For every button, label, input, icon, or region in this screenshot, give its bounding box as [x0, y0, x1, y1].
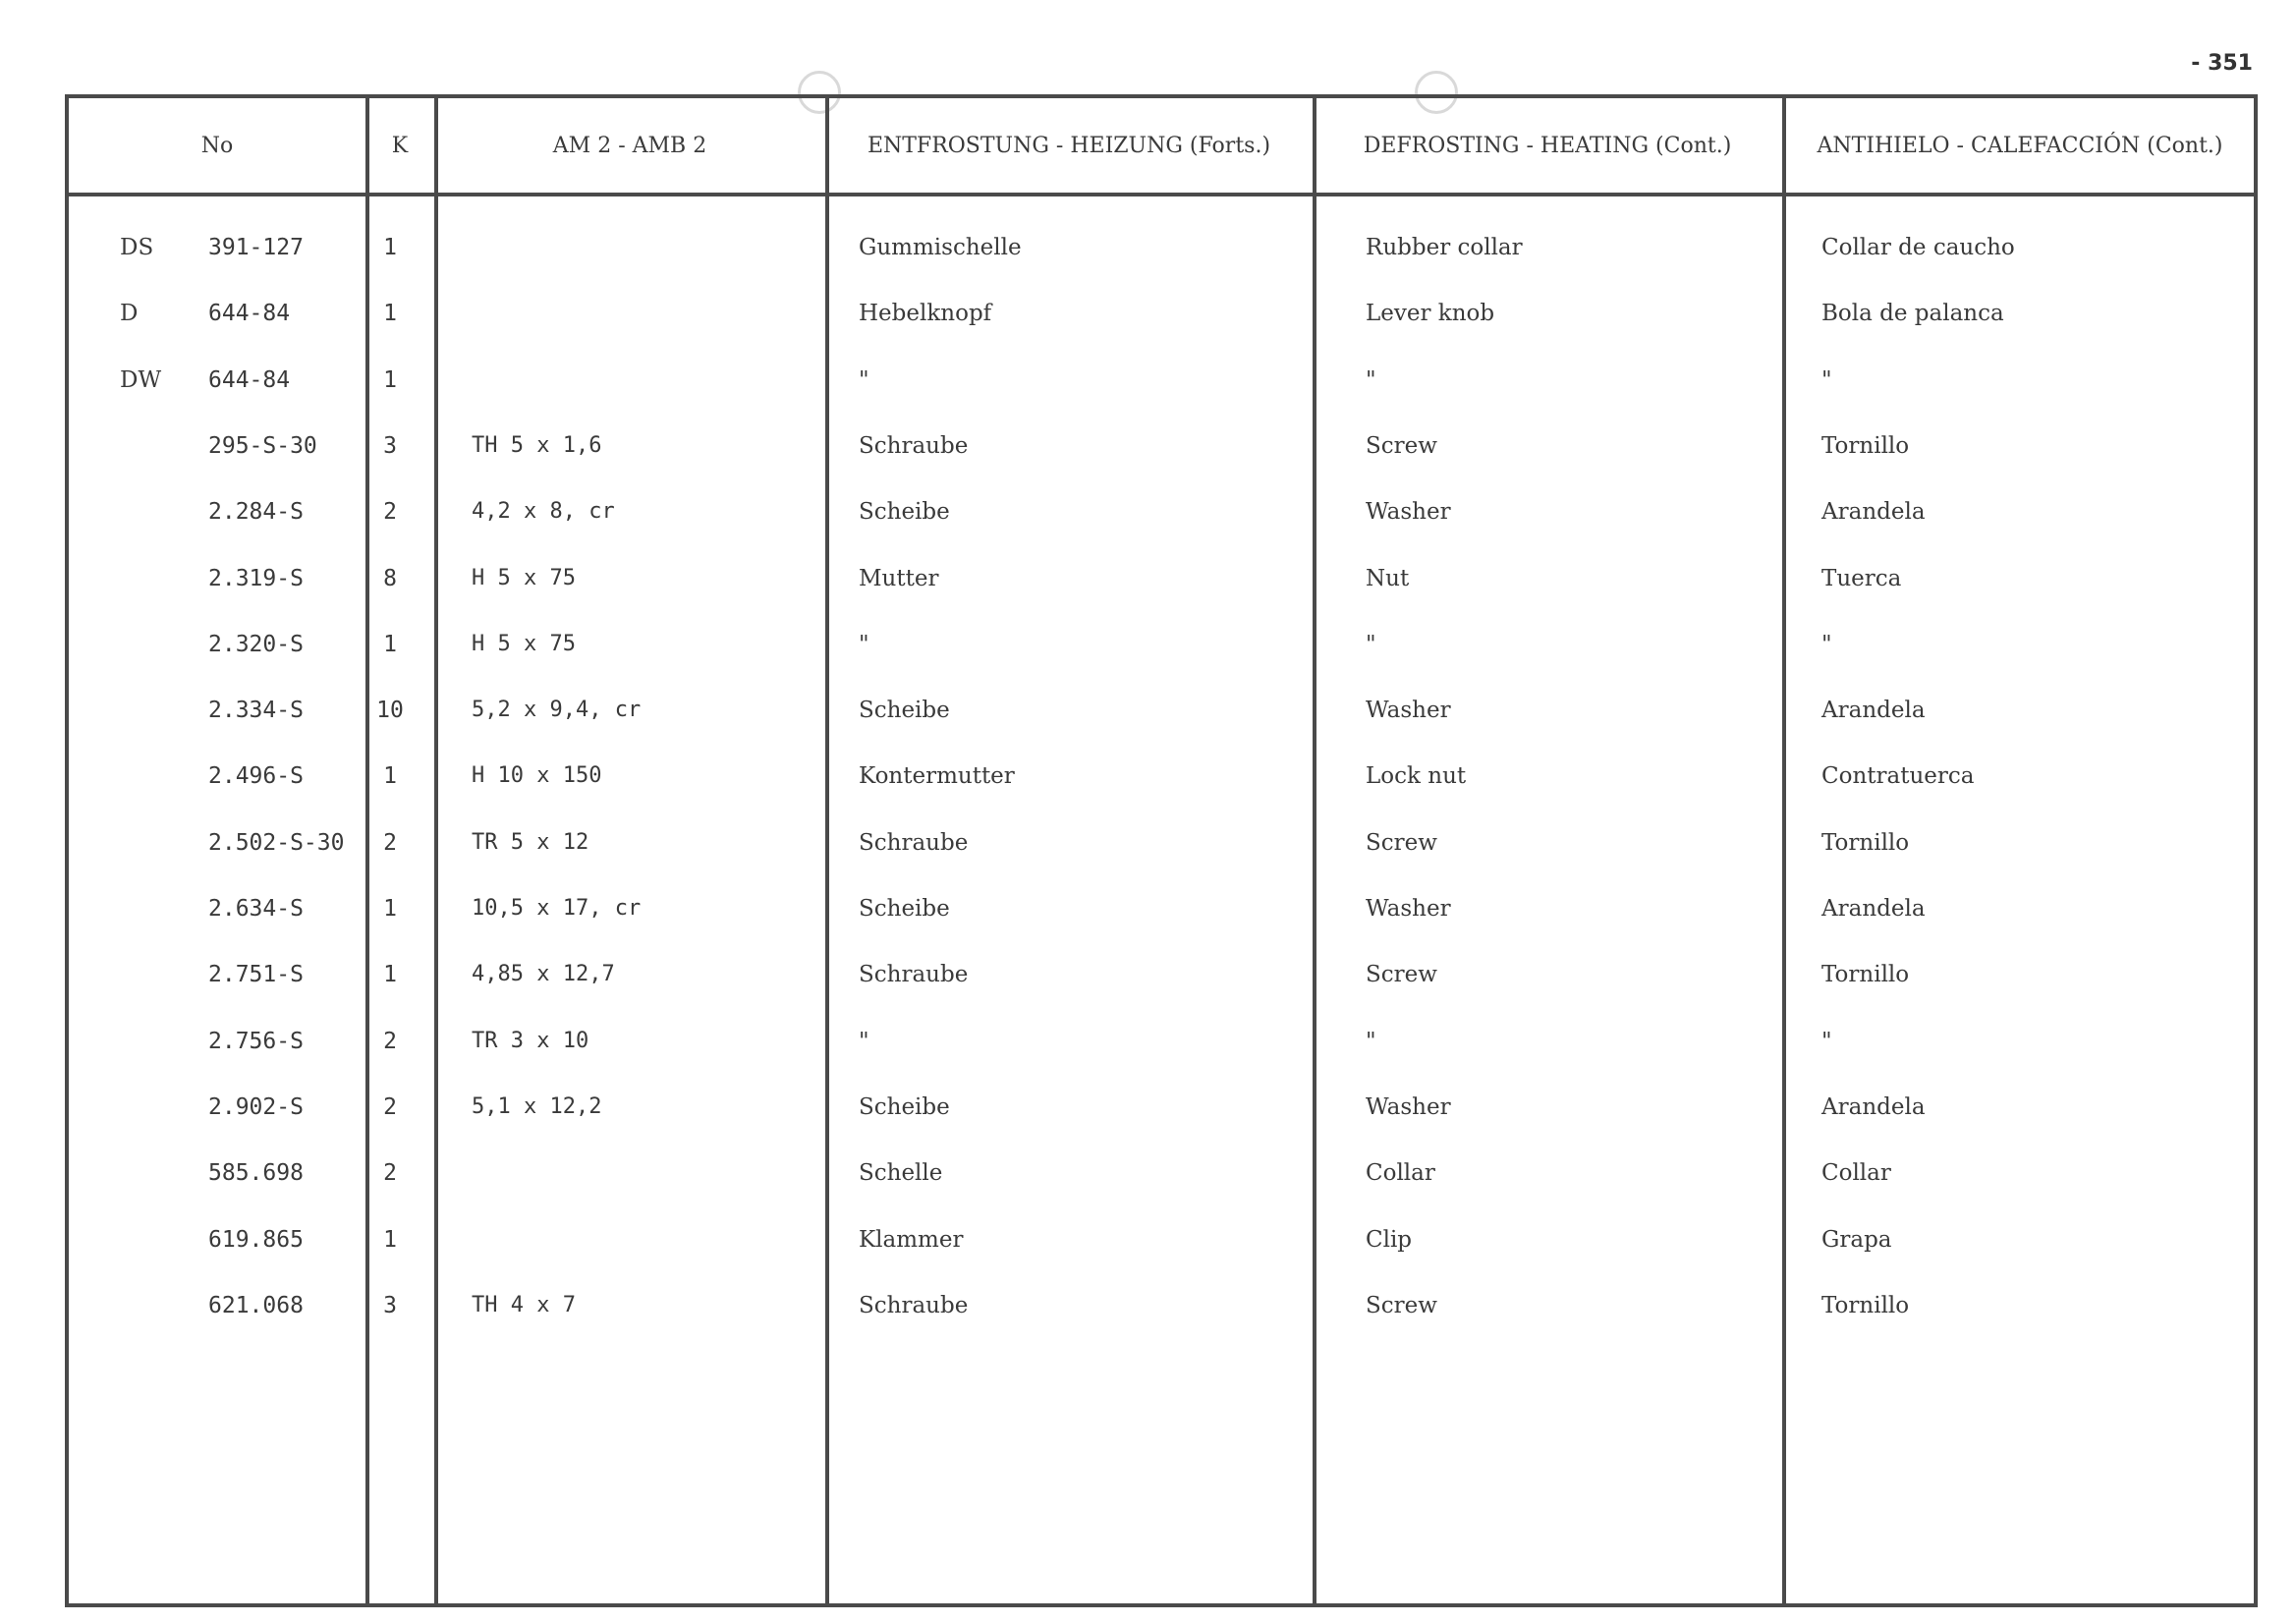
german-description: Schraube [859, 829, 969, 856]
english-description: Washer [1366, 698, 1451, 724]
english-description: Clip [1366, 1226, 1413, 1253]
english-description: Lever knob [1366, 301, 1495, 327]
english-description: Washer [1366, 896, 1451, 922]
header-no: No [200, 133, 234, 158]
quantity: 3 [383, 1292, 397, 1318]
part-number: 2.496-S [208, 763, 304, 790]
quantity: 1 [383, 235, 397, 260]
english-description: Lock nut [1366, 763, 1467, 790]
quantity: 10 [376, 698, 404, 724]
quantity: 1 [383, 631, 397, 657]
specification: TH 5 x 1,6 [472, 432, 602, 458]
spanish-description: Bola de palanca [1821, 301, 2004, 327]
spanish-description: Tornillo [1821, 829, 1910, 856]
english-description: Washer [1366, 1093, 1451, 1120]
part-number: 2.902-S [208, 1093, 304, 1120]
english-description: Screw [1366, 1292, 1437, 1318]
spanish-description: Tornillo [1821, 962, 1910, 988]
spanish-description: Grapa [1821, 1226, 1892, 1253]
german-description: Scheibe [859, 698, 950, 724]
quantity: 2 [383, 829, 397, 856]
part-number: 644-84 [208, 301, 291, 327]
row-prefix: D [120, 301, 139, 327]
german-description: Schraube [859, 432, 969, 459]
part-number: 2.756-S [208, 1028, 304, 1054]
spanish-description: Arandela [1821, 499, 1926, 526]
spanish-description: " [1821, 631, 1832, 657]
quantity: 1 [383, 1226, 397, 1253]
specification: 4,85 x 12,7 [472, 962, 615, 987]
part-number: 391-127 [208, 235, 304, 260]
spanish-description: Tornillo [1821, 1292, 1910, 1318]
table-row [69, 756, 2254, 796]
table-row [69, 691, 2254, 730]
part-number: 619.865 [208, 1226, 304, 1253]
specification: TR 5 x 12 [472, 829, 589, 855]
spanish-description: Arandela [1821, 896, 1926, 922]
table-row [69, 889, 2254, 928]
part-number: 2.320-S [208, 631, 304, 657]
header-k: K [391, 133, 409, 158]
table-row [69, 361, 2254, 400]
table-row [69, 1220, 2254, 1260]
part-number: 2.319-S [208, 565, 304, 591]
row-prefix: DW [120, 366, 162, 393]
header-spanish: ANTIHIELO - CALEFACCIÓN (Cont.) [1817, 133, 2223, 158]
quantity: 1 [383, 896, 397, 922]
quantity: 8 [383, 565, 397, 591]
german-description: Schelle [859, 1160, 943, 1187]
table-row [69, 559, 2254, 598]
german-description: " [859, 1028, 869, 1054]
english-description: Screw [1366, 962, 1437, 988]
german-description: Gummischelle [859, 235, 1022, 260]
table-header [69, 98, 2254, 196]
table-row [69, 1022, 2254, 1061]
german-description: Schraube [859, 1292, 969, 1318]
table-row [69, 294, 2254, 333]
specification: 5,1 x 12,2 [472, 1093, 602, 1119]
table-row [69, 625, 2254, 664]
part-number: 2.334-S [208, 698, 304, 724]
quantity: 1 [383, 366, 397, 393]
table-row [69, 492, 2254, 532]
german-description: Scheibe [859, 499, 950, 526]
specification: H 5 x 75 [472, 565, 576, 590]
german-description: " [859, 631, 869, 657]
spanish-description: Collar [1821, 1160, 1891, 1187]
table-row [69, 228, 2254, 267]
part-number: 2.284-S [208, 499, 304, 526]
part-number: 585.698 [208, 1160, 304, 1187]
spanish-description: " [1821, 366, 1832, 393]
row-prefix: DS [120, 235, 154, 260]
specification: H 10 x 150 [472, 763, 602, 789]
english-description: Rubber collar [1366, 235, 1523, 260]
table-row [69, 1286, 2254, 1325]
german-description: Klammer [859, 1226, 964, 1253]
part-number: 644-84 [208, 366, 291, 393]
quantity: 2 [383, 1028, 397, 1054]
quantity: 2 [383, 499, 397, 526]
spanish-description: Collar de caucho [1821, 235, 2015, 260]
quantity: 1 [383, 763, 397, 790]
english-description: Nut [1366, 565, 1410, 591]
spanish-description: Contratuerca [1821, 763, 1975, 790]
english-description: Collar [1366, 1160, 1435, 1187]
quantity: 3 [383, 432, 397, 459]
specification: 4,2 x 8, cr [472, 499, 615, 525]
table-row [69, 1088, 2254, 1127]
table-row [69, 426, 2254, 466]
specification: 5,2 x 9,4, cr [472, 698, 642, 723]
page-number: - 351 [2191, 51, 2253, 76]
specification: TR 3 x 10 [472, 1028, 589, 1053]
german-description: Mutter [859, 565, 939, 591]
quantity: 2 [383, 1093, 397, 1120]
english-description: Washer [1366, 499, 1451, 526]
part-number: 2.502-S-30 [208, 829, 345, 856]
specification: 10,5 x 17, cr [472, 896, 642, 921]
table-row [69, 1153, 2254, 1193]
table-row [69, 955, 2254, 994]
german-description: Kontermutter [859, 763, 1015, 790]
spanish-description: Arandela [1821, 698, 1926, 724]
german-description: Scheibe [859, 896, 950, 922]
spanish-description: Arandela [1821, 1093, 1926, 1120]
spanish-description: " [1821, 1028, 1832, 1054]
header-english: DEFROSTING - HEATING (Cont.) [1363, 133, 1732, 158]
part-number: 2.634-S [208, 896, 304, 922]
header-model: AM 2 - AMB 2 [552, 133, 707, 158]
specification: H 5 x 75 [472, 631, 576, 656]
spanish-description: Tornillo [1821, 432, 1910, 459]
english-description: " [1366, 366, 1376, 393]
part-number: 2.751-S [208, 962, 304, 988]
spanish-description: Tuerca [1821, 565, 1902, 591]
german-description: Schraube [859, 962, 969, 988]
german-description: Hebelknopf [859, 301, 992, 327]
parts-table [65, 94, 2258, 1607]
english-description: " [1366, 1028, 1376, 1054]
english-description: " [1366, 631, 1376, 657]
part-number: 621.068 [208, 1292, 304, 1318]
table-row [69, 823, 2254, 863]
quantity: 2 [383, 1160, 397, 1187]
header-german: ENTFROSTUNG - HEIZUNG (Forts.) [867, 133, 1271, 158]
german-description: Scheibe [859, 1093, 950, 1120]
quantity: 1 [383, 962, 397, 988]
specification: TH 4 x 7 [472, 1292, 576, 1317]
english-description: Screw [1366, 432, 1437, 459]
english-description: Screw [1366, 829, 1437, 856]
quantity: 1 [383, 301, 397, 327]
german-description: " [859, 366, 869, 393]
part-number: 295-S-30 [208, 432, 317, 459]
